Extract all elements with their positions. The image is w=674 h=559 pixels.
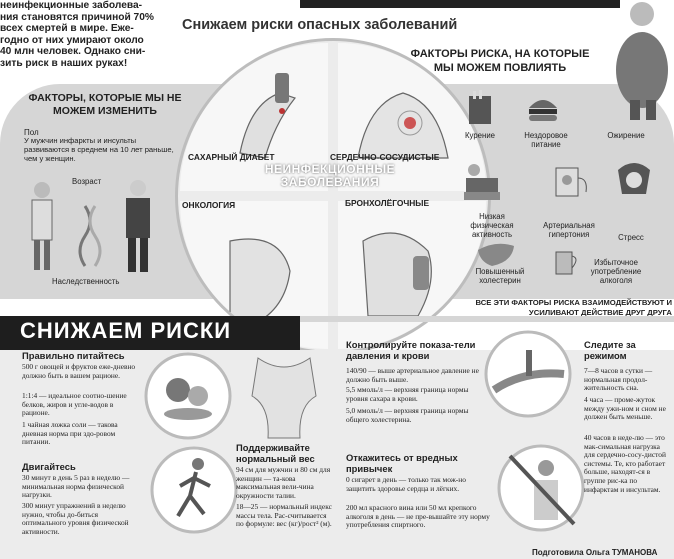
sex-title: Пол <box>24 128 39 137</box>
weight-text-1: 94 см для мужчин и 80 см для женщин — та-кова максимальная вели-чина окружности талии. <box>236 465 331 500</box>
eat-text-2: 1:1:4 — идеальное соотно-шение белков, жиров и угле-водов в рационе. <box>22 391 127 418</box>
age-label: Возраст <box>72 177 102 186</box>
banner-title: СНИЖАЕМ РИСКИ <box>20 318 232 343</box>
cigarettes-icon <box>465 90 495 126</box>
intro-text <box>0 0 172 70</box>
label-bronchial: БРОНХОЛЁГОЧНЫЕ <box>345 198 430 208</box>
weight-text-2: 18—25 — нормальный индекс массы тела. Рас-считывается по формуле: вес (кг)/рост² (м). <box>236 502 332 529</box>
divider-stripe <box>300 316 674 322</box>
label-alcohol: Избыточное употребление алкоголя <box>590 258 642 285</box>
liver-icon <box>476 240 516 268</box>
fruit-plate-icon <box>144 352 232 440</box>
eat-title: Правильно питайтесь <box>22 350 125 361</box>
move-text-1: 30 минут в день 5 раз в неделю — минимальная норма физической нагрузки. <box>22 473 130 500</box>
label-activity: Низкая физическая активность <box>470 212 514 239</box>
label-hypertension: Артериальная гипертония <box>543 221 595 239</box>
regime-text-2: 4 часа — проме-жуток между ужи-ном и сном не должен быть меньше. <box>584 395 666 422</box>
stress-woman-icon <box>612 160 656 200</box>
glucometer-hand-icon <box>220 63 310 163</box>
intro-line: ния становятся причиной 70% <box>0 11 154 23</box>
intro-line: зить риск в наших руках! <box>0 57 128 69</box>
heredity-label: Наследственность <box>52 277 120 286</box>
eat-text-3: 1 чайная ложка соли — такова дневная норма при здо-ровом питании. <box>22 420 118 447</box>
right-heading: ФАКТОРЫ РИСКА, НА КОТОРЫЕ МЫ МОЖЕМ ПОВЛИЯТЬ <box>410 48 590 74</box>
title-bar <box>300 0 620 8</box>
habits-title: Откажитесь от вредных привычек <box>346 452 458 474</box>
subtitle: Снижаем риски опасных заболеваний <box>182 17 458 33</box>
runner-icon <box>150 446 238 534</box>
waist-icon <box>238 356 330 440</box>
habits-text-2: 200 мл красного вина или 50 мл крепкого алкоголя в день — не пре-вышайте эту норму употребления спиртного. <box>346 503 490 530</box>
tonometer-icon <box>548 158 588 202</box>
control-text-1: 140/90 — выше артериальное давление не должно быть выше. <box>346 366 479 384</box>
control-title: Контролируйте показа-тели давления и крови <box>346 339 476 361</box>
intro-line: годно от них умирают около <box>0 34 144 46</box>
blood-test-icon <box>484 330 572 418</box>
label-food: Нездоровое питание <box>524 131 568 149</box>
sofa-man-icon <box>462 160 502 202</box>
control-text-3: 5,0 ммоль/л — верхняя граница нормы общего холестерина. <box>346 406 469 424</box>
label-cardio: СЕРДЕЧНО-СОСУДИСТЫЕ <box>330 152 440 162</box>
family-icon <box>20 176 170 276</box>
weight-title: Поддерживайте нормальный вес <box>236 442 315 464</box>
move-title: Двигайтесь <box>22 461 76 472</box>
label-diabetes: САХАРНЫЙ ДИАБЕТ <box>188 152 275 162</box>
regime-text-1: 7—8 часов в сутки — нормальная продол-жительность сна. <box>584 366 653 393</box>
control-text-2: 5,5 ммоль/л — верхняя граница нормы уровня сахара в крови. <box>346 385 469 403</box>
label-oncology: ОНКОЛОГИЯ <box>182 200 236 210</box>
habits-text-1: 0 сигарет в день — только так мож-но защитить здоровье сердца и лёгких. <box>346 475 466 493</box>
intro-line: неинфекционные заболева- <box>0 0 143 11</box>
regime-text-3: 40 часов в неде-лю — это мак-симальная нагрузка для сердечно-сосу-дистой системы. Те, кто работает больше, находят-ся в группе рис-ка по инфарктам и инсультам. <box>584 433 666 494</box>
eat-text-1: 500 г овощей и фруктов еже-дневно должно быть в вашем рационе. <box>22 362 136 380</box>
intro-line: 40 млн человек. Однако сни- <box>0 46 146 58</box>
credit: Подготовила Ольга ТУМАНОВА <box>532 548 658 557</box>
label-cholesterol: Повышенный холестерин <box>475 267 525 285</box>
chest-pain-icon <box>348 63 458 163</box>
interaction-note: ВСЕ ЭТИ ФАКТОРЫ РИСКА ВЗАИМОДЕЙСТВУЮТ И УСИЛИВАЮТ ДЕЙСТВИЕ ДРУГ ДРУГА <box>475 298 672 317</box>
center-title: НЕИНФЕКЦИОННЫЕ ЗАБОЛЕВАНИЯ <box>264 162 396 189</box>
obese-man-icon <box>612 0 674 120</box>
label-smoking: Курение <box>464 131 496 140</box>
burger-icon <box>526 92 560 126</box>
label-obesity: Ожирение <box>607 131 645 140</box>
label-stress: Стресс <box>618 233 644 242</box>
intro-line: всех смертей в мире. Еже- <box>0 23 134 35</box>
sex-text: У мужчин инфаркты и инсульты развиваются в среднем на 10 лет раньше, чем у женщин. <box>24 136 174 163</box>
left-heading: ФАКТОРЫ, КОТОРЫЕ МЫ НЕ МОЖЕМ ИЗМЕНИТЬ <box>28 92 182 117</box>
move-text-2: 300 минут упражнений в неделю нужно, чтобы до-биться оптимального уровня физической активности. <box>22 501 129 536</box>
regime-title: Следите за режимом <box>584 339 636 361</box>
no-smoking-icon <box>496 440 586 540</box>
